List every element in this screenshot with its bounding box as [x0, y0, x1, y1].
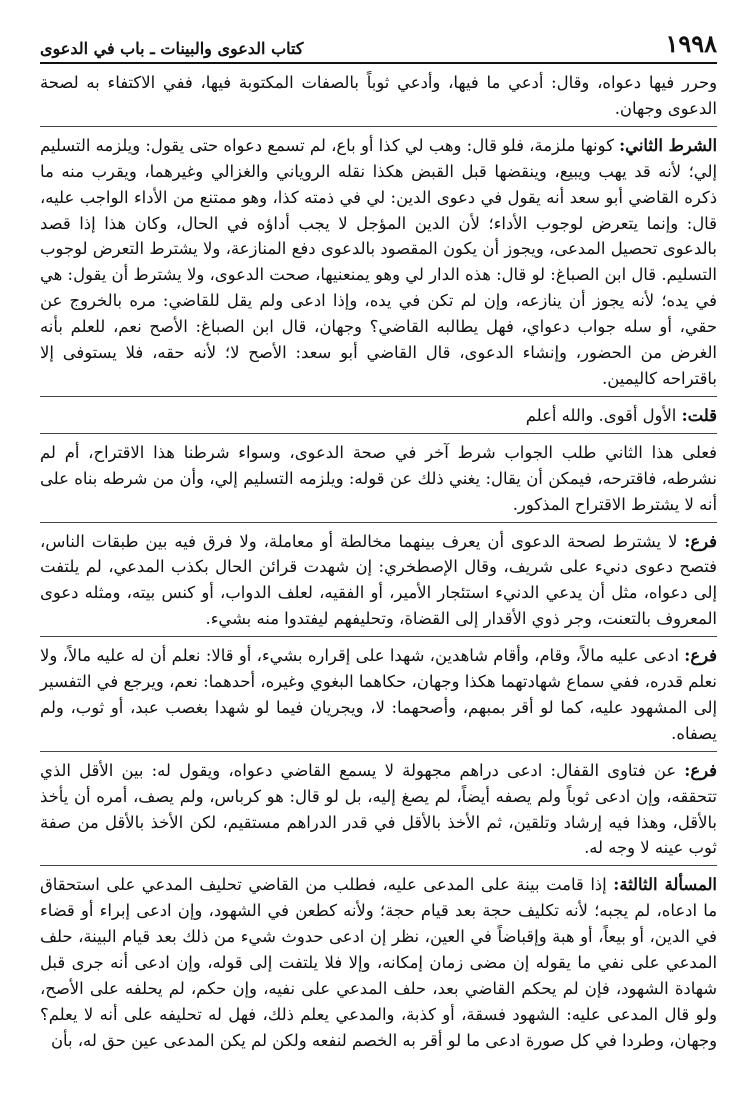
- paragraph-far-3: [40, 758, 717, 862]
- paragraph-text: عن فتاوى القفال: ادعى دراهم مجهولة لا يسمع القاضي دعواه، ويقول له: بين الأقل الذي تتحققه، وإن ادعى ثوباً ولم يصفه أيضاً، لم يصغ إليه، بل لو قال: هو كرباس، ولم يصف، أمره أن يأخذ بالأقل، وهذا فيه إرشاد وتلقين، ثم الأخذ بالأقل في قدر الدراهم مستقيم، لكن الأخذ بالأقل من صفة ثوب عينه لا وجه له.: [40, 760, 717, 858]
- paragraph-question-three: [40, 872, 717, 1053]
- section-separator: [40, 433, 717, 434]
- page-number: ١٩٩٨: [665, 29, 717, 58]
- section-separator: [40, 865, 717, 866]
- running-title: كتاب الدعوى والبينات ـ باب في الدعوى: [40, 39, 304, 58]
- paragraph-qult: [40, 403, 717, 429]
- paragraph-far-2: [40, 643, 717, 747]
- paragraph-condition-two: [40, 133, 717, 392]
- paragraph-label: الشرط الثاني:: [619, 135, 717, 155]
- paragraph-text: لا يشترط لصحة الدعوى أن يعرف بينهما مخالطة أو معاملة، ولا فرق فيه بين طبقات الناس، فتصح دعوى دنيء على شريف، وقال الإصطخري: إن شهدت قرائن الحال بكذب المدعي، لم يلتفت إلى دعواه، مثل أن يدعي الدنيء استئجار الأمير، أو الفقيه، لعلف الدواب، أو كنس بيته، ومثله دعوى المعروف بالتعنت، وجر ذوي الأقدار إلى القضاة، وتحليفهم ليفتدوا منه بشيء.: [40, 531, 717, 629]
- paragraph-text: وحرر فيها دعواه، وقال: أدعي ما فيها، وأدعي ثوباً بالصفات المكتوبة فيها، ففي الاكتفاء به لصحة الدعوى وجهان.: [40, 73, 717, 118]
- paragraph-label: قلت:: [681, 405, 717, 425]
- section-separator: [40, 522, 717, 523]
- paragraph-text: الأول أقوى. والله أعلم: [525, 405, 682, 425]
- section-separator: [40, 396, 717, 397]
- paragraph-far-1: [40, 529, 717, 633]
- header-rule: [40, 62, 717, 64]
- paragraph-text: ادعى عليه مالاً، وقام، وأقام شاهدين، شهدا على إقراره بشيء، أو قالا: نعلم أن له عليه مالاً، ولا نعلم قدره، ففي سماع شهادتهما هكذا وجهان، حكاهما البغوي وغيره، أحدهما: نعم، ويرجع في التفسير إلى المشهود عليه، كما لو أقر بمبهم، وأصحهما: لا، ويجريان فيما لو شهدا بغصب عبد، أو ثوب، ولم يصفاه.: [40, 646, 717, 743]
- section-separator: [40, 751, 717, 752]
- paragraph-label: فرع:: [684, 531, 717, 551]
- section-separator: [40, 636, 717, 637]
- paragraph-text: كونها ملزمة، فلو قال: وهب لي كذا أو باع، لم تسمع دعواه حتى يقول: ويلزمه التسليم إلي؛ لأنه قد يهب ويبيع، وينقضها قبل القبض هكذا نقله الروياني والغزالي وغيرهما، ويقرب منه ما ذكره القاضي أبو سعد أنه يقول في دعوى الدين: لي في ذمته كذا، وهو ممتنع من الأداء الواجب عليه، قال: وإنما يتعرض لوجوب الأداء؛ لأن الدين المؤجل لا يجب أداؤه في الحال، وكان هذا إذا قصد بالدعوى تحصيل المدعى، ويجوز أن يكون المقصود بالدعوى دفع المنازعة، ولا يشترط التعرض لوجوب التسليم. قال ابن الصباغ: لو قال: هذه الدار لي وهو يمنعنيها، صحت الدعوى، ولا يشترط أن يقول: هي في يده؛ لأنه يجوز أن ينازعه، وإن لم تكن في يده، وإذا ادعى ولم يقل للقاضي: مره بالخروج عن حقي، أو سله جواب دعواي، فهل يطالبه القاضي؟ وجهان، قال ابن الصباغ: الأصح نعم، للعلم بأنه الغرض من الحضور، وإنشاء الدعوى، قال القاضي أبو سعد: الأصح لا؛ لأنه حقه، فلا يستوفى إلا باقتراحه كاليمين.: [40, 135, 718, 388]
- paragraph-commentary: [40, 440, 717, 518]
- paragraph-text: إذا قامت بينة على المدعى عليه، فطلب من القاضي تحليف المدعي على استحقاق ما ادعاه، لم يجبه؛ لأنه تكليف حجة بعد قيام حجة؛ ولأنه كطعن في الشهود، وإن ادعى إبراء أو قضاء في الدين، أو بيعاً، أو هبة وإقباضاً في العين، نظر إن ادعى حدوث شيء من ذلك بعد قيام البينة، حلف المدعي على نفي ما يقوله إن مضى زمان إمكانه، وإلا فلا يلتفت إلى قوله، وإن ادعى أنه جرى قبل شهادة الشهود، فإن لم يحكم القاضي بعد، حلف المدعي على نفيه، وإن حكم، لم يحلفه على الأصح، ولو قال المدعى عليه: الشهود فسقة، أو كذبة، والمدعي يعلم ذلك، فهل له تحليفه على أنه لا يعلم؟ وجهان، وطردا في كل صورة ادعى ما لو أقر به الخصم لنفعه ولكن لم يكن المدعى عين حق له، بأن: [40, 875, 717, 1050]
- page-header: [40, 0, 717, 62]
- body-text: [40, 70, 717, 1054]
- paragraph-label: المسألة الثالثة:: [613, 875, 717, 895]
- section-separator: [40, 126, 717, 127]
- paragraph-continuation: [40, 70, 717, 122]
- paragraph-text: فعلى هذا الثاني طلب الجواب شرط آخر في صحة الدعوى، وسواء شرطنا هذا الاقتراح، أم لم نشرطه، فاقترحه، فيمكن أن يقال: يغني ذلك عن قوله: ويلزمه التسليم إلي، وأن من شرطه بناه على أنه لا يشترط الاقتراح المذكور.: [40, 442, 717, 514]
- paragraph-label: فرع:: [684, 760, 717, 780]
- paragraph-label: فرع:: [684, 646, 717, 666]
